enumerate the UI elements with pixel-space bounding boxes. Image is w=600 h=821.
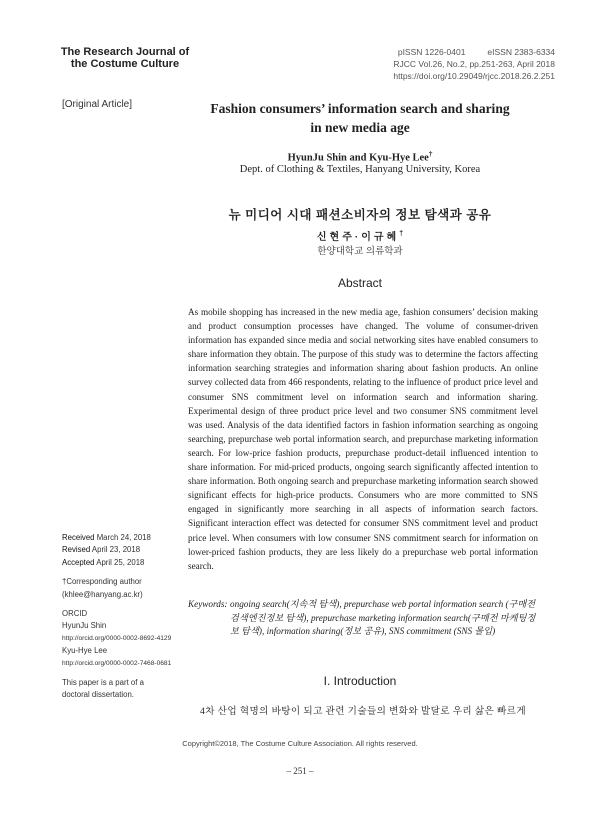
note-line2: doctoral dissertation. <box>62 690 134 700</box>
revised-row <box>62 544 177 556</box>
korean-authors <box>185 228 535 243</box>
journal-name-line2: the Costume Culture <box>70 58 180 70</box>
accepted-row <box>62 557 177 569</box>
received-date: March 24, 2018 <box>96 533 151 542</box>
korean-corresponding-mark: † <box>399 230 404 238</box>
doi-link[interactable]: https://doi.org/10.29049/rjcc.2018.26.2.251 <box>393 71 555 81</box>
journal-name <box>50 46 200 70</box>
authors <box>185 150 535 164</box>
corresponding-email[interactable]: (khlee@hanyang.ac.kr) <box>62 589 143 599</box>
dates-group <box>62 532 177 569</box>
copyright: Copyright©2018, The Costume Culture Association. All rights reserved. <box>182 739 418 748</box>
corresponding-mark: † <box>428 150 433 158</box>
publication-info <box>355 46 555 82</box>
note-line1: This paper is a part of a <box>62 678 144 688</box>
paper-title-line2: in new media age <box>310 120 410 135</box>
orcid-label: ORCID <box>62 609 88 619</box>
revised-label: Revised <box>62 545 91 555</box>
article-type: [Original Article] <box>62 99 133 110</box>
keywords-text: ongoing search(지속적 탐색), prepurchase web portal information search (구매전 검색엔진정보 탐색), prepurchase marketing information search(구매전 마케팅정보 탐색), information sharing(정보 공유), SNS commitment (SNS 몰입) <box>230 599 536 636</box>
affiliation: Dept. of Clothing & Textiles, Hanyang University, Korea <box>239 164 481 175</box>
author-names: HyunJu Shin and Kyu-Hye Lee <box>287 152 429 164</box>
paper-title <box>185 99 535 137</box>
korean-author-names: 신현주·이규혜 <box>316 232 400 243</box>
orcid-name-1: HyunJu Shin <box>62 621 107 631</box>
revised-date: April 23, 2018 <box>91 545 141 555</box>
issn-row <box>355 46 555 58</box>
volume-info: RJCC Vol.26, No.2, pp.251-263, April 2018 <box>393 59 555 69</box>
accepted-label: Accepted <box>62 557 95 567</box>
keywords <box>188 598 538 639</box>
corresponding-group <box>62 576 177 601</box>
pissn: pISSN 1226-0401 <box>397 47 466 57</box>
accepted-date: April 25, 2018 <box>96 557 145 567</box>
abstract-body: As mobile shopping has increased in the new media age, fashion consumers’ decision making and product consumption processes have changed. The volume of consumer-driven information has expanded since media and social networking sites have enabled consumers to share information they obtain. The purpose of this study was to determine the factors affecting information searching strategies and information sharing about fashion products. An online survey collected data from 466 respondents, relating to the influence of product price level and consumer SNS commitment level on information search and information sharing. Experimental design of three product price level and two consumer SNS commitment level was used. Analysis of the data identified factors in fashion information searching as ongoing searching, prepurchase web portal information search, and prepurchase marketing information search. For low-price fashion products, prepurchase product-detail influenced intention to share information. For mid-priced products, ongoing search significantly affected intention to share information. Both ongoing search and prepurchase marketing information search showed significant effects for high-price products. Consumers who are more committed to SNS engaged in significantly more searching in all aspects of information search factors. Significant interaction effect was detected for consumer SNS commitment level and product price level. When consumers with low consumer SNS commitment search for information on lower-priced fashion products, they are less likely do a prepurchase web portal information search. <box>188 307 538 571</box>
orcid-name-2: Kyu-Hye Lee <box>62 646 108 656</box>
keywords-label: Keywords: <box>188 599 228 609</box>
orcid-group <box>62 608 177 670</box>
introduction-heading: I. Introduction <box>323 674 397 688</box>
abstract-heading: Abstract <box>337 276 382 290</box>
received-row <box>62 532 177 544</box>
paper-title-line1: Fashion consumers’ information search and sharing <box>210 101 510 116</box>
korean-affiliation: 한양대학교 의류학과 <box>317 246 403 257</box>
article-sidebar <box>62 532 177 709</box>
orcid-url-1[interactable]: http://orcid.org/0000-0002-8692-4129 <box>62 634 172 642</box>
received-label: Received <box>62 533 95 542</box>
eissn: eISSN 2383-6334 <box>487 47 555 57</box>
orcid-url-2[interactable]: http://orcid.org/0000-0002-7468-0681 <box>62 659 172 667</box>
journal-name-line1: The Research Journal of <box>60 46 190 58</box>
korean-title: 뉴 미디어 시대 패션소비자의 정보 탐색과 공유 <box>228 208 492 222</box>
page-number: – 251 – <box>286 766 314 776</box>
corresponding-label: †Corresponding author <box>62 577 142 587</box>
dissertation-note <box>62 677 177 702</box>
introduction-text: 4차 산업 혁명의 바탕이 되고 관련 기술들의 변화와 발달로 우리 삶은 빠르게 <box>200 706 527 717</box>
